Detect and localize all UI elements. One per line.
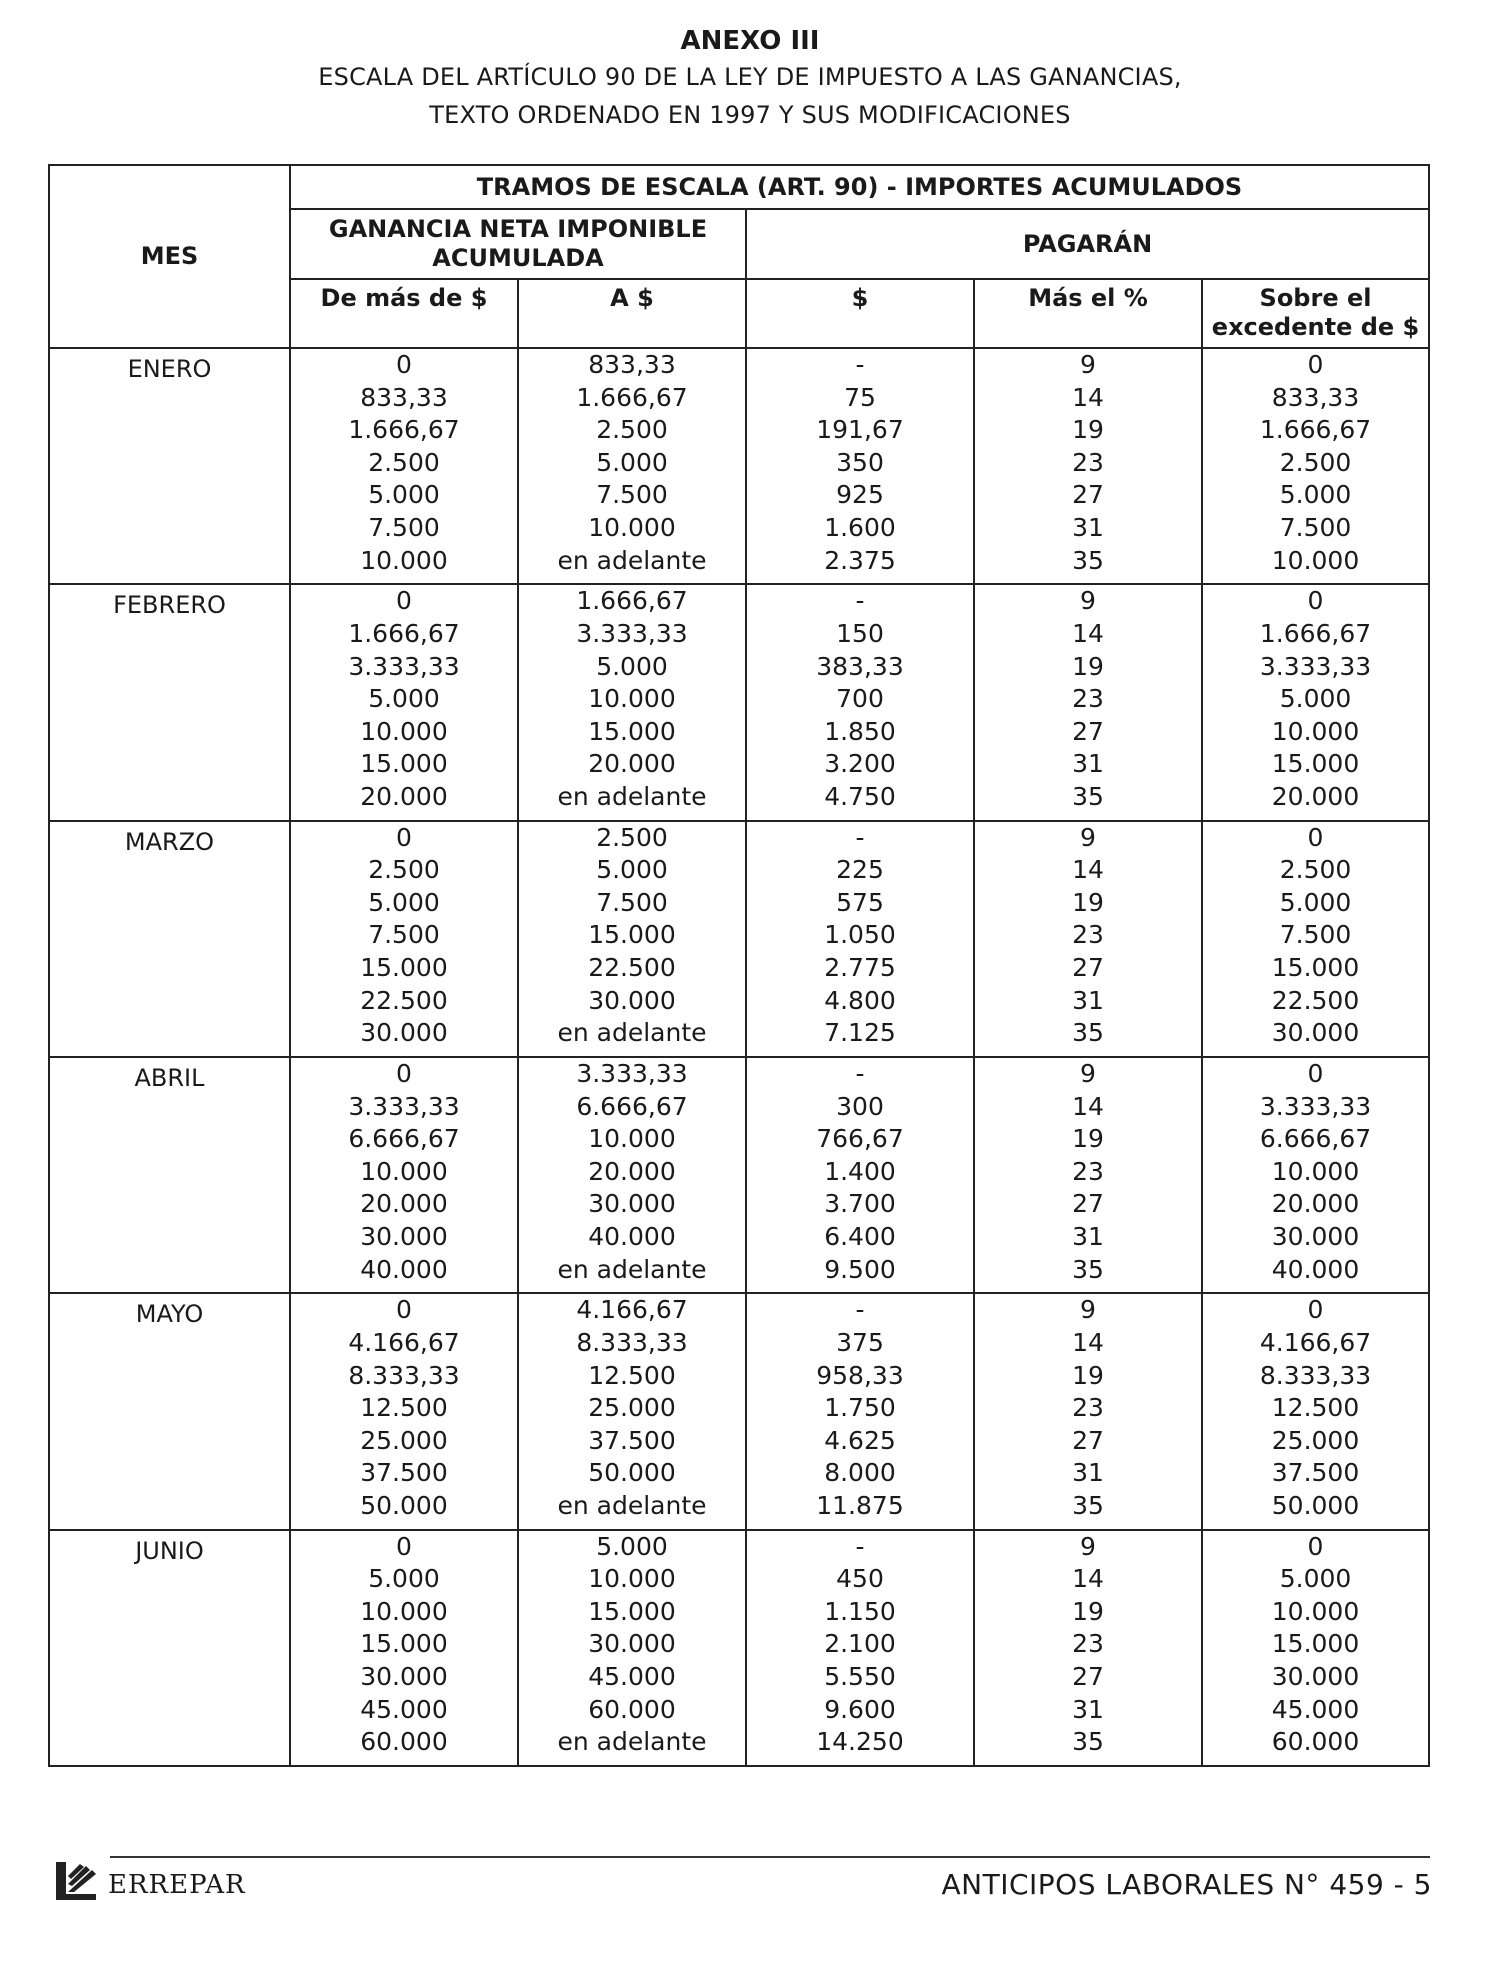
cell-a: 12.500: [588, 1360, 676, 1390]
cell-de: 0: [396, 1058, 412, 1088]
cell-sobre: 0: [1307, 1058, 1324, 1088]
column-pct: [974, 1057, 1202, 1293]
cell-a: 8.333,33: [576, 1327, 688, 1357]
cell-sobre: 30.000: [1271, 1662, 1360, 1692]
cell-de: 1.666,67: [348, 415, 460, 445]
cell-sobre: 3.333,33: [1259, 651, 1372, 681]
cell-de: 0: [396, 1295, 412, 1325]
cell-a: 30.000: [588, 985, 676, 1015]
cell-pct: 9: [1080, 1058, 1096, 1088]
cell-pesos: -: [855, 1058, 865, 1088]
tax-scale-table: [48, 164, 1430, 1767]
column-pesos: [746, 1057, 974, 1293]
cell-a: 3.333,33: [576, 618, 688, 648]
cell-pesos: 1.150: [824, 1596, 896, 1626]
cell-pct: 27: [1072, 1425, 1104, 1455]
column-de: [290, 1057, 518, 1293]
cell-sobre: 10.000: [1271, 1156, 1360, 1186]
cell-pct: 27: [1072, 1662, 1104, 1692]
cell-de: 1.666,67: [348, 618, 460, 648]
column-sobre: [1202, 821, 1429, 1057]
cell-pct: 23: [1072, 1156, 1104, 1186]
annex-subtitle-line-2: TEXTO ORDENADO EN 1997 Y SUS MODIFICACIONES: [429, 101, 1071, 129]
month-block-junio: [49, 1530, 1429, 1766]
cell-pesos: 150: [836, 618, 884, 648]
cell-sobre: 6.666,67: [1259, 1124, 1372, 1154]
month-name: MARZO: [49, 821, 290, 1057]
cell-de: 5.000: [368, 1564, 440, 1594]
footer-rule: [110, 1856, 1430, 1858]
header-sobre-excedente: Sobre el excedente de $: [1202, 279, 1429, 348]
month-name: ENERO: [49, 348, 290, 584]
cell-de: 7.500: [368, 512, 440, 542]
column-de: [290, 584, 518, 820]
cell-pct: 23: [1072, 447, 1104, 477]
cell-de: 10.000: [360, 1156, 448, 1186]
month-block-mayo: [49, 1293, 1429, 1529]
cell-sobre: 833,33: [1271, 382, 1360, 412]
cell-a: 25.000: [588, 1393, 676, 1423]
column-sobre: [1202, 348, 1429, 584]
cell-pesos: 958,33: [816, 1360, 904, 1390]
column-sobre: [1202, 1530, 1429, 1766]
cell-a: 2.500: [596, 822, 668, 852]
cell-a: 3.333,33: [576, 1058, 688, 1088]
cell-sobre: 3.333,33: [1259, 1091, 1372, 1121]
cell-de: 15.000: [360, 953, 448, 983]
cell-de: 22.500: [360, 985, 448, 1015]
cell-pesos: -: [855, 1531, 865, 1561]
cell-pesos: 3.700: [824, 1189, 896, 1219]
cell-pct: 27: [1072, 953, 1104, 983]
column-de: [290, 348, 518, 584]
cell-pct: 35: [1072, 1018, 1104, 1048]
cell-a: 15.000: [588, 1596, 676, 1626]
page-reference: ANTICIPOS LABORALES N° 459 - 5: [941, 1868, 1432, 1901]
cell-pesos: 350: [836, 447, 884, 477]
cell-a: 5.000: [596, 1531, 668, 1561]
cell-a: 50.000: [588, 1458, 676, 1488]
cell-pesos: 1.750: [824, 1393, 896, 1423]
annex-subtitle-line-1: ESCALA DEL ARTÍCULO 90 DE LA LEY DE IMPUESTO A LAS GANANCIAS,: [318, 63, 1182, 91]
cell-de: 5.000: [368, 684, 440, 714]
cell-de: 2.500: [368, 855, 440, 885]
cell-sobre: 5.000: [1279, 1564, 1352, 1594]
cell-sobre: 7.500: [1279, 512, 1352, 542]
cell-de: 5.000: [368, 887, 440, 917]
cell-sobre: 10.000: [1271, 716, 1360, 746]
cell-a: 10.000: [588, 512, 676, 542]
cell-de: 60.000: [360, 1727, 448, 1757]
cell-a: 20.000: [588, 1156, 676, 1186]
cell-pesos: -: [855, 586, 865, 616]
cell-pesos: 225: [836, 855, 884, 885]
annex-title: ANEXO III: [680, 26, 820, 56]
cell-pct: 19: [1072, 1124, 1104, 1154]
cell-de: 40.000: [360, 1254, 448, 1284]
cell-pesos: 2.100: [824, 1629, 896, 1659]
cell-pct: 35: [1072, 1254, 1104, 1284]
cell-pct: 35: [1072, 1727, 1104, 1757]
header-tramos: TRAMOS DE ESCALA (ART. 90) - IMPORTES ACUMULADOS: [290, 165, 1429, 209]
cell-a: 60.000: [588, 1694, 676, 1724]
cell-de: 37.500: [360, 1458, 448, 1488]
cell-pct: 31: [1072, 749, 1104, 779]
cell-de: 3.333,33: [348, 1091, 460, 1121]
column-pesos: [746, 821, 974, 1057]
header-de-mas-de: De más de $: [290, 279, 518, 348]
cell-pesos: 575: [836, 887, 884, 917]
cell-de: 8.333,33: [348, 1360, 460, 1390]
cell-pesos: 9.600: [824, 1694, 896, 1724]
cell-pesos: 5.550: [824, 1662, 896, 1692]
cell-de: 5.000: [368, 480, 440, 510]
cell-pesos: 1.850: [824, 716, 896, 746]
column-sobre: [1202, 584, 1429, 820]
column-de: [290, 821, 518, 1057]
cell-pesos: 14.250: [816, 1727, 904, 1757]
cell-pesos: 4.750: [824, 781, 896, 811]
cell-pct: 31: [1072, 1458, 1104, 1488]
cell-de: 50.000: [360, 1490, 448, 1520]
cell-de: 30.000: [360, 1018, 448, 1048]
header-mas-el-pct: Más el %: [974, 279, 1202, 348]
cell-de: 6.666,67: [348, 1124, 460, 1154]
cell-sobre: 60.000: [1271, 1727, 1360, 1757]
cell-pesos: 4.800: [824, 985, 896, 1015]
cell-sobre: 0: [1307, 350, 1324, 379]
cell-pct: 27: [1072, 1189, 1104, 1219]
cell-pct: 14: [1072, 1327, 1104, 1357]
month-name: FEBRERO: [49, 584, 290, 820]
cell-sobre: 4.166,67: [1259, 1327, 1372, 1357]
cell-de: 4.166,67: [348, 1327, 460, 1357]
column-pct: [974, 348, 1202, 584]
cell-a: en adelante: [557, 1490, 707, 1520]
cell-a: en adelante: [557, 1254, 707, 1284]
cell-a: en adelante: [557, 545, 707, 575]
cell-sobre: 1.666,67: [1259, 618, 1372, 648]
cell-a: 5.000: [596, 447, 668, 477]
cell-pesos: 8.000: [824, 1458, 896, 1488]
cell-a: 10.000: [588, 684, 676, 714]
column-pct: [974, 821, 1202, 1057]
cell-a: 20.000: [588, 749, 676, 779]
cell-sobre: 15.000: [1271, 1629, 1360, 1659]
cell-pct: 9: [1080, 586, 1096, 616]
cell-a: 2.500: [596, 415, 668, 445]
cell-de: 3.333,33: [348, 651, 460, 681]
cell-sobre: 0: [1307, 822, 1324, 852]
cell-pct: 14: [1072, 618, 1104, 648]
cell-pesos: 4.625: [824, 1425, 896, 1455]
cell-pct: 19: [1072, 1360, 1104, 1390]
cell-sobre: 1.666,67: [1259, 415, 1372, 445]
cell-sobre: 7.500: [1279, 920, 1352, 950]
cell-sobre: 50.000: [1271, 1490, 1360, 1520]
cell-sobre: 10.000: [1271, 1596, 1360, 1626]
cell-pesos: 6.400: [824, 1221, 896, 1251]
cell-pct: 31: [1072, 1221, 1104, 1251]
cell-a: 7.500: [596, 480, 668, 510]
cell-pct: 19: [1072, 415, 1104, 445]
cell-pct: 31: [1072, 512, 1104, 542]
cell-pct: 14: [1072, 1091, 1104, 1121]
cell-pct: 14: [1072, 382, 1104, 412]
cell-pesos: 11.875: [816, 1490, 904, 1520]
column-a: [518, 1293, 746, 1529]
cell-a: 4.166,67: [576, 1295, 688, 1325]
cell-pesos: 300: [836, 1091, 884, 1121]
cell-de: 0: [396, 586, 412, 616]
cell-a: 833,33: [588, 350, 676, 379]
cell-pct: 23: [1072, 684, 1104, 714]
column-de: [290, 1530, 518, 1766]
cell-pesos: 75: [844, 382, 876, 412]
month-block-febrero: [49, 584, 1429, 820]
cell-pct: 27: [1072, 480, 1104, 510]
month-block-abril: [49, 1057, 1429, 1293]
cell-pesos: -: [855, 350, 865, 379]
cell-sobre: 0: [1307, 586, 1324, 616]
cell-sobre: 15.000: [1271, 953, 1360, 983]
column-pct: [974, 584, 1202, 820]
cell-a: en adelante: [557, 781, 707, 811]
cell-pesos: 925: [836, 480, 884, 510]
column-a: [518, 1530, 746, 1766]
cell-pct: 9: [1080, 822, 1096, 852]
cell-pesos: 3.200: [824, 749, 896, 779]
cell-pesos: 2.375: [824, 545, 896, 575]
cell-pct: 35: [1072, 545, 1104, 575]
column-a: [518, 821, 746, 1057]
cell-pesos: 375: [836, 1327, 884, 1357]
cell-sobre: 8.333,33: [1259, 1360, 1372, 1390]
cell-pct: 23: [1072, 1629, 1104, 1659]
cell-pct: 9: [1080, 1531, 1096, 1561]
cell-a: 10.000: [588, 1124, 676, 1154]
month-block-marzo: [49, 821, 1429, 1057]
cell-pesos: 9.500: [824, 1254, 896, 1284]
cell-de: 15.000: [360, 1629, 448, 1659]
column-pesos: [746, 1293, 974, 1529]
cell-a: 5.000: [596, 651, 668, 681]
cell-de: 2.500: [368, 447, 440, 477]
cell-sobre: 12.500: [1271, 1393, 1360, 1423]
cell-sobre: 40.000: [1271, 1254, 1360, 1284]
cell-pct: 23: [1072, 1393, 1104, 1423]
cell-pct: 14: [1072, 855, 1104, 885]
cell-sobre: 5.000: [1279, 480, 1352, 510]
cell-pct: 31: [1072, 1694, 1104, 1724]
cell-sobre: 0: [1307, 1295, 1324, 1325]
cell-sobre: 20.000: [1271, 781, 1360, 811]
column-pesos: [746, 584, 974, 820]
cell-a: 5.000: [596, 855, 668, 885]
column-pesos: [746, 348, 974, 584]
cell-a: 30.000: [588, 1629, 676, 1659]
cell-pesos: 450: [836, 1564, 884, 1594]
column-pct: [974, 1293, 1202, 1529]
cell-pct: 9: [1080, 350, 1096, 379]
cell-pesos: 2.775: [824, 953, 896, 983]
cell-de: 30.000: [360, 1662, 448, 1692]
cell-de: 833,33: [360, 382, 448, 412]
cell-pct: 23: [1072, 920, 1104, 950]
cell-a: 30.000: [588, 1189, 676, 1219]
cell-sobre: 20.000: [1271, 1189, 1360, 1219]
column-sobre: [1202, 1057, 1429, 1293]
month-block-enero: [49, 348, 1429, 584]
cell-a: 7.500: [596, 887, 668, 917]
cell-de: 0: [396, 350, 412, 379]
header-ganancia-neta: GANANCIA NETA IMPONIBLE ACUMULADA: [290, 209, 746, 279]
column-a: [518, 348, 746, 584]
cell-pesos: 700: [836, 684, 884, 714]
cell-pesos: 1.050: [824, 920, 896, 950]
header-pagaran: PAGARÁN: [746, 209, 1429, 279]
column-pesos: [746, 1530, 974, 1766]
cell-sobre: 37.500: [1271, 1458, 1360, 1488]
cell-de: 30.000: [360, 1221, 448, 1251]
cell-pesos: 1.400: [824, 1156, 896, 1186]
cell-a: 45.000: [588, 1662, 676, 1692]
column-de: [290, 1293, 518, 1529]
cell-a: 6.666,67: [576, 1091, 688, 1121]
cell-a: 22.500: [588, 953, 676, 983]
cell-de: 10.000: [360, 1596, 448, 1626]
cell-a: 15.000: [588, 920, 676, 950]
cell-pesos: 766,67: [816, 1124, 904, 1154]
cell-sobre: 0: [1307, 1531, 1324, 1561]
cell-de: 45.000: [360, 1694, 448, 1724]
cell-sobre: 10.000: [1271, 545, 1360, 575]
cell-sobre: 22.500: [1271, 985, 1360, 1015]
cell-pct: 14: [1072, 1564, 1104, 1594]
cell-pesos: 7.125: [824, 1018, 896, 1048]
cell-de: 15.000: [360, 749, 448, 779]
cell-a: 1.666,67: [576, 382, 688, 412]
cell-sobre: 15.000: [1271, 749, 1360, 779]
cell-sobre: 5.000: [1279, 684, 1352, 714]
cell-de: 0: [396, 1531, 412, 1561]
cell-pesos: -: [855, 822, 865, 852]
cell-a: 37.500: [588, 1425, 676, 1455]
header-mes: MES: [49, 165, 290, 348]
cell-pesos: 1.600: [824, 512, 896, 542]
cell-sobre: 2.500: [1279, 855, 1352, 885]
month-name: JUNIO: [49, 1530, 290, 1766]
cell-pct: 19: [1072, 651, 1104, 681]
cell-de: 0: [396, 822, 412, 852]
cell-de: 10.000: [360, 716, 448, 746]
cell-pct: 9: [1080, 1295, 1096, 1325]
header-pesos: $: [746, 279, 974, 348]
column-a: [518, 584, 746, 820]
cell-de: 7.500: [368, 920, 440, 950]
cell-sobre: 25.000: [1271, 1425, 1360, 1455]
cell-pct: 19: [1072, 887, 1104, 917]
cell-de: 25.000: [360, 1425, 448, 1455]
cell-a: en adelante: [557, 1018, 707, 1048]
cell-de: 12.500: [360, 1393, 448, 1423]
cell-a: 40.000: [588, 1221, 676, 1251]
cell-pct: 19: [1072, 1596, 1104, 1626]
cell-sobre: 45.000: [1271, 1694, 1360, 1724]
page-header: [0, 24, 1500, 134]
cell-a: 10.000: [588, 1564, 676, 1594]
column-a: [518, 1057, 746, 1293]
month-name: MAYO: [49, 1293, 290, 1529]
header-a: A $: [518, 279, 746, 348]
cell-de: 20.000: [360, 781, 448, 811]
cell-pct: 31: [1072, 985, 1104, 1015]
tax-scale-body: [49, 348, 1429, 1766]
cell-de: 20.000: [360, 1189, 448, 1219]
cell-a: en adelante: [557, 1727, 707, 1757]
cell-sobre: 30.000: [1271, 1221, 1360, 1251]
errepar-logo-icon: [52, 1858, 100, 1902]
cell-pesos: -: [855, 1295, 865, 1325]
cell-a: 1.666,67: [576, 586, 688, 616]
cell-de: 10.000: [360, 545, 448, 575]
cell-pesos: 383,33: [816, 651, 904, 681]
month-name: ABRIL: [49, 1057, 290, 1293]
cell-a: 15.000: [588, 716, 676, 746]
cell-sobre: 30.000: [1271, 1018, 1360, 1048]
cell-pct: 35: [1072, 1490, 1104, 1520]
cell-sobre: 5.000: [1279, 887, 1352, 917]
brand-name: ERREPAR: [108, 1870, 246, 1900]
column-sobre: [1202, 1293, 1429, 1529]
column-pct: [974, 1530, 1202, 1766]
cell-sobre: 2.500: [1279, 447, 1352, 477]
cell-pesos: 191,67: [816, 415, 904, 445]
cell-pct: 27: [1072, 716, 1104, 746]
cell-pct: 35: [1072, 781, 1104, 811]
